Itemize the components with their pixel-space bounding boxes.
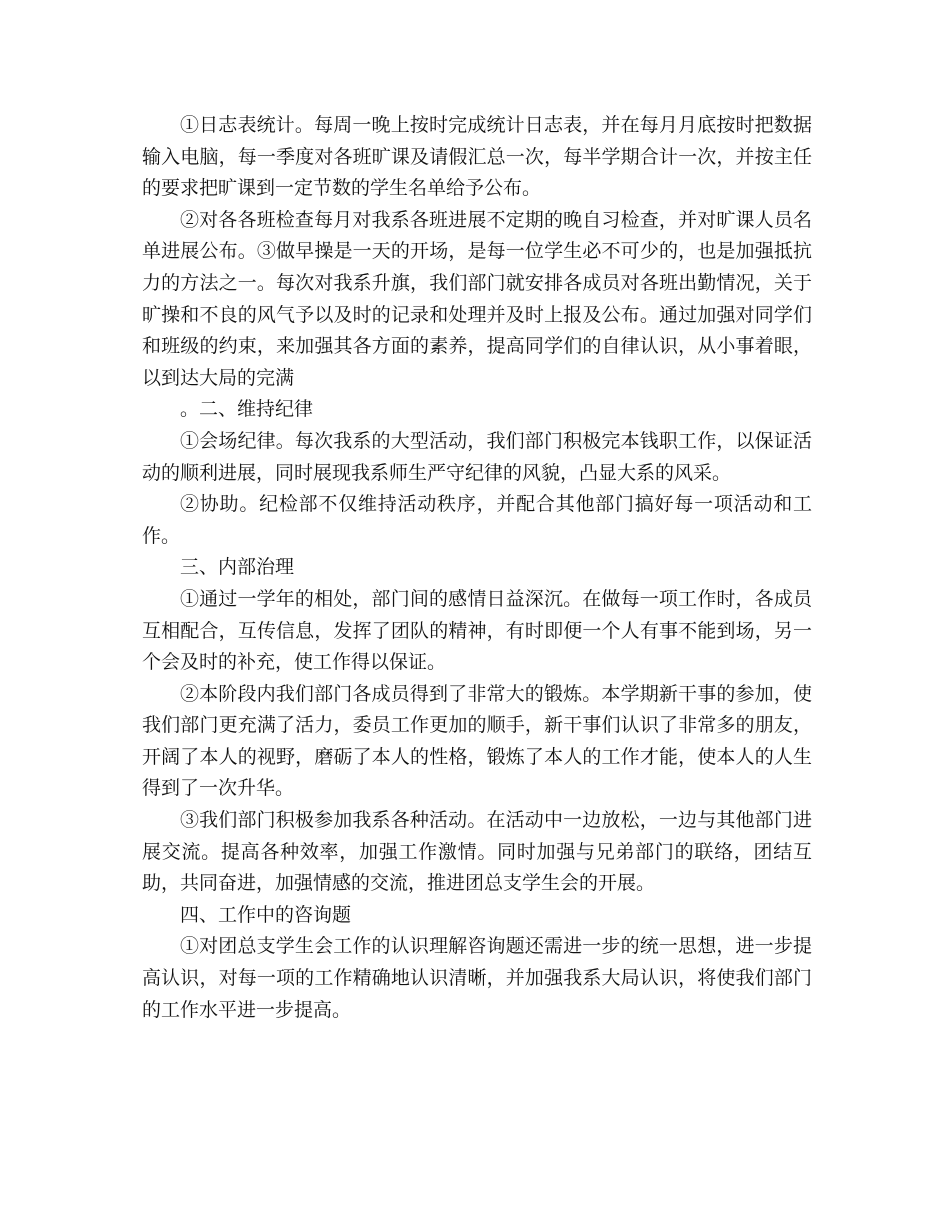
- document-page: [142, 110, 812, 1026]
- section-heading-problems: 四、工作中的咨询题: [180, 903, 352, 926]
- paragraph-attendance-log: ①日志表统计。每周一晚上按时完成统计日志表，并在每月月底按时把数据输入电脑，每一季度对各班旷课及请假汇总一次，每半学期合计一次，并按主任的要求把旷课到一定节数的学生名单给予公布。: [142, 114, 812, 200]
- paragraph-activities: ③我们部门积极参加我系各种活动。在活动中一边放松，一边与其他部门进展交流。提高各种效率，加强工作激情。同时加强与兄弟部门的联络，团结互助，共同奋进，加强情感的交流，推进团总支学生会的开展。: [142, 809, 812, 895]
- section-heading-internal-management: 三、内部治理: [180, 556, 295, 579]
- paragraph-problem-understanding: ①对团总支学生会工作的认识理解咨询题还需进一步的统一思想，进一步提高认识，对每一项的工作精确地认识清晰，并加强我系大局认识，将使我们部门的工作水平进一步提高。: [142, 935, 812, 1021]
- paragraph-teamwork: ①通过一学年的相处，部门间的感情日益深沉。在做每一项工作时，各成员互相配合，互传信息，发挥了团队的精神，有时即便一个人有事不能到场，另一个会及时的补充，使工作得以保证。: [142, 587, 812, 674]
- paragraph-assistance: ②协助。纪检部不仅维持活动秩序，并配合其他部门搞好每一项活动和工作。: [142, 493, 812, 547]
- paragraph-member-growth: ②本阶段内我们部门各成员得到了非常大的锻炼。本学期新干事的参加，使我们部门更充满了活力，委员工作更加的顺手，新干事们认识了非常多的朋友，开阔了本人的视野，磨砺了本人的性格，锻炼了本人的工作才能，使本人的人生得到了一次升华。: [142, 682, 812, 800]
- paragraph-evening-study-check: ②对各各班检查每月对我系各班进展不定期的晚自习检查，并对旷课人员名单进展公布。③做早操是一天的开场，是每一位学生必不可少的，也是加强抵抗力的方法之一。每次对我系升旗，我们部门就安排各成员对各班出勤情况，关于旷操和不良的风气予以及时的记录和处理并及时上报及公布。通过加强对同学们和班级的约束，来加强其各方面的素养，提高同学们的自律认识，从小事着眼，以到达大局的完满: [142, 208, 812, 389]
- paragraph-venue-discipline: ①会场纪律。每次我系的大型活动，我们部门积极完本钱职工作，以保证活动的顺利进展，同时展现我系师生严守纪律的风貌，凸显大系的风采。: [142, 429, 812, 484]
- section-heading-discipline: 。二、维持纪律: [180, 398, 314, 421]
